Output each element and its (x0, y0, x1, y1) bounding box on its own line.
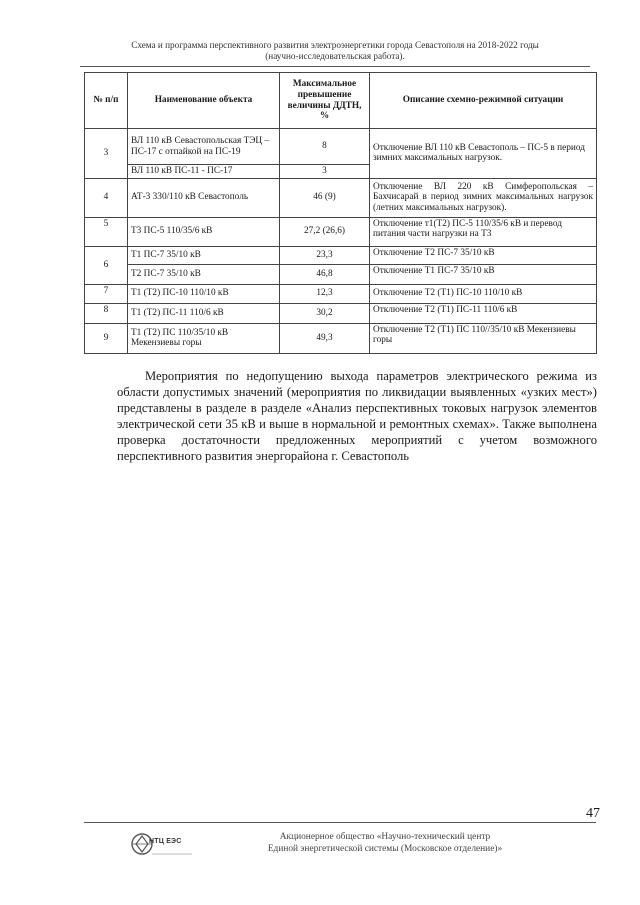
overload-table (84, 72, 597, 354)
table-row (85, 246, 597, 264)
overload-value: 27,2 (26,6) (280, 217, 370, 246)
row-num: 8 (85, 303, 128, 323)
overload-value: 46,8 (280, 264, 370, 284)
object-name: Т1 (Т2) ПС-10 110/10 кВ (128, 284, 280, 303)
header-line-1: Схема и программа перспективного развития электроэнергетики города Севастополя на 2018-2022 годы (131, 40, 539, 50)
table-row (85, 178, 597, 217)
footer-line-1: Акционерное общество «Научно-технический центр (279, 832, 491, 842)
object-name: Т1 (Т2) ПС-11 110/6 кВ (128, 303, 280, 323)
table-row (85, 217, 597, 246)
overload-value: 46 (9) (280, 178, 370, 217)
header-divider (80, 66, 590, 67)
situation-desc: Отключение ВЛ 110 кВ Севастополь – ПС-5 в период зимних максимальных нагрузок. (370, 129, 597, 179)
object-name: ВЛ 110 кВ Севастопольская ТЭЦ – ПС-17 с отпайкой на ПС-19 (128, 129, 280, 165)
object-name: Т2 ПС-7 35/10 кВ (128, 264, 280, 284)
footer-line-2: Единой энергетической системы (Московское отделение)» (267, 843, 503, 854)
situation-desc: Отключение Т2 (Т1) ПС 110//35/10 кВ Мекензиевы горы (370, 323, 597, 353)
overload-value: 12,3 (280, 284, 370, 303)
row-num: 5 (85, 217, 128, 246)
situation-desc: Отключение Т2 (Т1) ПС-11 110/6 кВ (370, 303, 597, 323)
overload-value: 23,3 (280, 246, 370, 264)
object-name: Т3 ПС-5 110/35/6 кВ (128, 217, 280, 246)
row-num: 9 (85, 323, 128, 353)
body-paragraph: Мероприятия по недопущению выхода параметров электрического режима из области допустимых значений (мероприятия по ликвидации выявленных «узких мест») представлены в разделе в разделе «Анализ перспективных токовых нагрузок элементов электрической сети 35 кВ и выше в нормальной и ремонтных схемах». Также выполнена проверка достаточности предложенных мероприятий с учетом возможного перспективного развития энергорайона г. Севастополь (117, 369, 597, 464)
row-num: 6 (85, 246, 128, 284)
row-num: 7 (85, 284, 128, 303)
overload-value: 49,3 (280, 323, 370, 353)
overload-value: 30,2 (280, 303, 370, 323)
col-header-name: Наименование объекта (128, 73, 280, 129)
running-footer (220, 832, 550, 855)
col-header-desc: Описание схемно-режимной ситуации (370, 73, 597, 129)
overload-value: 3 (280, 165, 370, 179)
col-header-num: № п/п (85, 73, 128, 129)
page-number: 47 (586, 806, 600, 821)
object-name: АТ-3 330/110 кВ Севастополь (128, 178, 280, 217)
col-header-value: Максимальное превышение величины ДДТН, % (280, 73, 370, 129)
row-num: 4 (85, 178, 128, 217)
logo-text: НТЦ ЕЭС (149, 838, 182, 845)
table-row (85, 129, 597, 165)
object-name: Т1 (Т2) ПС 110/35/10 кВ Мекензиевы горы (128, 323, 280, 353)
table-header-row (85, 73, 597, 129)
running-header (80, 40, 590, 62)
footer-divider (84, 822, 596, 823)
table-row (85, 303, 597, 323)
table-row (85, 284, 597, 303)
situation-desc: Отключение ВЛ 220 кВ Симферопольская – Бахчисарай в период зимних максимальных нагрузок (летних максимальных нагрузок). (370, 178, 597, 217)
situation-desc: Отключение Т1 ПС-7 35/10 кВ (370, 264, 597, 284)
header-line-2: (научно-исследовательская работа). (265, 51, 405, 61)
company-logo-icon (130, 826, 194, 866)
table-row (85, 323, 597, 353)
object-name: Т1 ПС-7 35/10 кВ (128, 246, 280, 264)
overload-value: 8 (280, 129, 370, 165)
situation-desc: Отключение т1(Т2) ПС-5 110/35/6 кВ и перевод питания части нагрузки на Т3 (370, 217, 597, 246)
object-name: ВЛ 110 кВ ПС-11 - ПС-17 (128, 165, 280, 179)
row-num: 3 (85, 129, 128, 179)
situation-desc: Отключение Т2 ПС-7 35/10 кВ (370, 246, 597, 264)
situation-desc: Отключение Т2 (Т1) ПС-10 110/10 кВ (370, 284, 597, 303)
table-row (85, 264, 597, 284)
